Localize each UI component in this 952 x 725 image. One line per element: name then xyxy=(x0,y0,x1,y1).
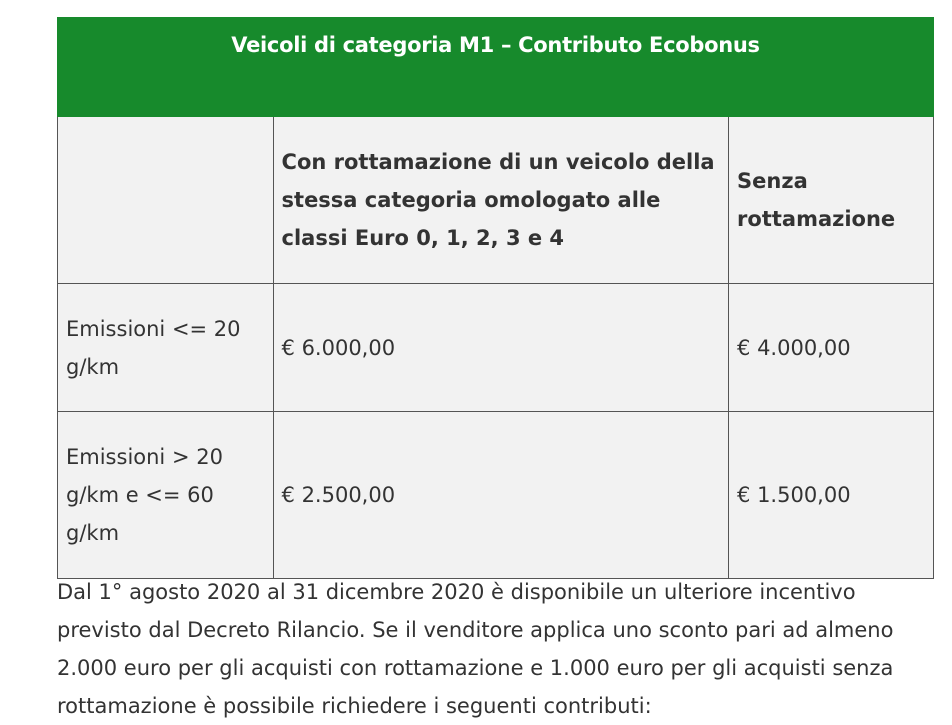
incentive-paragraph: Dal 1° agosto 2020 al 31 dicembre 2020 è disponibile un ulteriore incentivo previsto dal Decreto Rilancio. Se il venditore applica uno sconto pari ad almeno 2.000 euro per gli acquisti con rottamazione e 1.000 euro per gli acquisti senza rottamazione è possibile richiedere i seguenti contributi: xyxy=(57,580,894,718)
row-value-with-scrappage: € 2.500,00 xyxy=(273,412,729,579)
table-title-text: Veicoli di categoria M1 – Contributo Ecobonus xyxy=(231,33,760,57)
table-row xyxy=(58,284,934,412)
table-header-row xyxy=(58,117,934,284)
ecobonus-table xyxy=(57,17,934,579)
row-value-without-scrappage: € 4.000,00 xyxy=(729,284,934,412)
table-title-row xyxy=(58,18,934,117)
row-label: Emissioni > 20 g/km e <= 60 g/km xyxy=(58,412,274,579)
row-value-without-scrappage: € 1.500,00 xyxy=(729,412,934,579)
row-value-with-scrappage: € 6.000,00 xyxy=(273,284,729,412)
table-title xyxy=(58,18,934,117)
header-without-scrappage: Senza rottamazione xyxy=(729,117,934,284)
table-row xyxy=(58,412,934,579)
header-empty-cell xyxy=(58,117,274,284)
row-label: Emissioni <= 20 g/km xyxy=(58,284,274,412)
header-with-scrappage: Con rottamazione di un veicolo della stessa categoria omologato alle classi Euro 0, 1, 2, 3 e 4 xyxy=(273,117,729,284)
